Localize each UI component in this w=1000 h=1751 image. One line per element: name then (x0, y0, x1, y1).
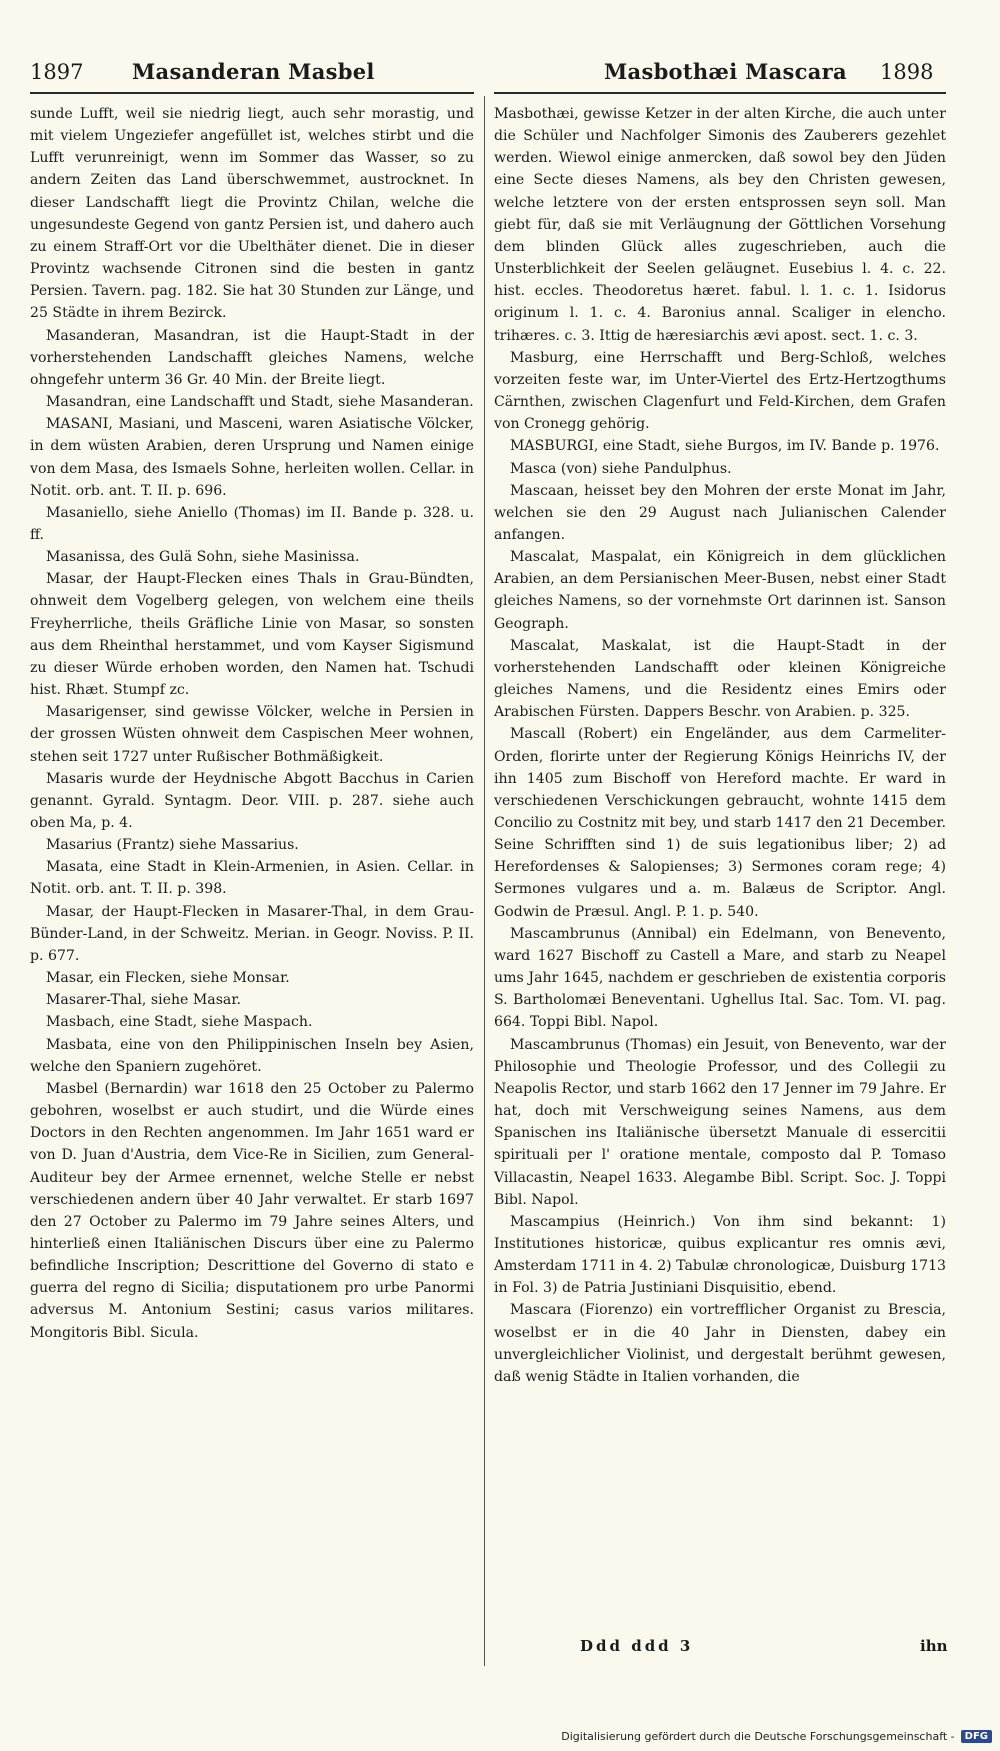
right-column-entry: Mascara (Fiorenzo) ein vortrefflicher Organist zu Brescia, woselbst er in die 40 Jahr in Diensten, dabey ein unvergleichlicher Violinist, und dergestalt berühmt gewesen, daß wenig Städte in Italien vorhanden, die (494, 1302, 946, 1385)
left-column-entry: Masar, der Haupt-Flecken in Masarer-Thal, in dem Grau-Bünder-Land, in der Schweitz. Merian. in Geogr. Noviss. P. II. p. 677. (30, 903, 474, 964)
left-column (30, 103, 474, 1344)
left-page-number: 1897 (30, 60, 84, 84)
right-column-entry: Mascalat, Maspalat, ein Königreich in dem glücklichen Arabien, an dem Persianischen Meer-Busen, nebst einer Stadt gleiches Namens, so der vornehmste Ort darinnen ist. Sanson Geograph. (494, 549, 946, 632)
digitization-footer (561, 1730, 992, 1743)
left-headwords-text: Masanderan Masbel (132, 59, 375, 84)
left-column-entry: Masar, ein Flecken, siehe Monsar. (46, 970, 290, 987)
left-column-entry: Masarigenser, sind gewisse Völcker, welche in Persien in der grossen Wüsten ohnweit dem Caspischen Meer wohnen, stehen seit 1727 unter Rußischer Bothmäßigkeit. (30, 704, 474, 765)
right-column (494, 103, 946, 1388)
left-column-entry: sunde Lufft, weil sie niedrig liegt, auch sehr morastig, und mit vielem Ungeziefer angefüllet ist, welches stirbt und die Lufft verunreinigt, wenn im Sommer das Wasser, so zu andern Zeiten das Land überschwemmet, austrocknet. In dieser Landschafft liegt die Provintz Chilan, welche die ungesundeste Gegend von gantz Persien ist, und dahero auch zu einem Straff-Ort vor die Ubelthäter dienet. Die in dieser Provintz wachsende Citronen sind die besten in gantz Persien. Tavern. pag. 182. Sie hat 30 Stunden zur Länge, und 25 Städte in ihrem Bezirck. (30, 106, 474, 322)
left-column-entry: MASANI, Masiani, und Masceni, waren Asiatische Völcker, in dem wüsten Arabien, deren Ursprung und Namen einige von dem Masa, des Ismaels Sohne, herleiten wollen. Cellar. in Notit. orb. ant. T. II. p. 696. (30, 416, 474, 499)
header-rule-right (494, 92, 946, 94)
left-headwords (132, 60, 375, 84)
footer-credit: Digitalisierung gefördert durch die Deutsche Forschungsgemeinschaft - (561, 1730, 955, 1743)
left-column-entry: Masar, der Haupt-Flecken eines Thals in Grau-Bündten, ohnweit dem Vogelberg gelegen, von welchem eine theils Freyherrliche, theils Gräfliche Linie von Masar, so sonsten aus dem Rheinthal herstammet, und vom Kayser Sigismund zu dieser Würde erhoben worden, den Namen hat. Tschudi hist. Rhæt. Stumpf zc. (30, 571, 474, 699)
left-column-entry: Masbach, eine Stadt, siehe Maspach. (46, 1014, 313, 1031)
left-column-entry: Masbata, eine von den Philippinischen Inseln bey Asien, welche den Spaniern zugehöret. (30, 1036, 474, 1075)
signature-mark: Ddd ddd 3 (580, 1637, 694, 1655)
right-column-entry: Mascall (Robert) ein Engeländer, aus dem Carmeliter-Orden, florirte unter der Regierung Königs Heinrichs IV, der ihn 1405 zum Bischoff von Hereford machte. Er ward in verschiedenen Verschickungen gebraucht, wohnte 1415 dem Concilio zu Costnitz mit bey, und starb 1417 den 21 December. Seine Schrifften sind 1) de suis legationibus liber; 2) ad Herefordenses & Salopienses; 3) Sermones coram rege; 4) Sermones vulgares und a. m. Balæus de Scriptor. Angl. Godwin de Præsul. Angl. P. 1. p. 540. (494, 726, 946, 920)
left-column-entry: Masarer-Thal, siehe Masar. (46, 992, 242, 1009)
right-headwords (604, 60, 847, 84)
right-column-entry: Mascambrunus (Thomas) ein Jesuit, von Benevento, war der Philosophie und Theologie Professor, und des Collegii zu Neapolis Rector, und starb 1662 den 17 Jenner im 79 Jahre. Er hat, doch mit Verschweigung seines Namens, aus dem Spanischen ins Italiänische übersetzt Manuale di essercitii spirituali per l' oratione mentale, composto dal P. Tomaso Villacastin, Neapel 1633. Alegambe Bibl. Script. Soc. J. Toppi Bibl. Napol. (494, 1036, 946, 1208)
right-column-entry: Mascaan, heisset bey den Mohren der erste Monat im Jahr, welchen sie den 29 August nach Julianischen Calender anfangen. (494, 482, 946, 543)
right-column-entry: MASBURGI, eine Stadt, siehe Burgos, im IV. Bande p. 1976. (510, 438, 940, 455)
right-page-number: 1898 (880, 60, 934, 84)
right-headwords-text: Masbothæi Mascara (604, 59, 847, 84)
left-column-entry: Masaris wurde der Heydnische Abgott Bacchus in Carien genannt. Gyrald. Syntagm. Deor. VIII. p. 287. siehe auch oben Ma, p. 4. (30, 770, 474, 831)
right-column-entry: Masburg, eine Herrschafft und Berg-Schloß, welches vorzeiten feste war, im Unter-Viertel des Ertz-Hertzogthums Cärnthen, zwischen Clagenfurt und Feld-Kirchen, dem Grafen von Cronegg gehörig. (494, 349, 946, 433)
right-column-entry: Masca (von) siehe Pandulphus. (510, 460, 732, 477)
right-column-entry: Mascambrunus (Annibal) ein Edelmann, von Benevento, ward 1627 Bischoff zu Castell a Mare, and starb zu Neapel ums Jahr 1645, nachdem er geschrieben de existentia corporis S. Bartholomæi Beneventani. Ughellus Ital. Sac. Tom. VI. pag. 664. Toppi Bibl. Napol. (494, 925, 946, 1031)
right-column-entry: Masbothæi, gewisse Ketzer in der alten Kirche, die auch unter die Schüler und Nachfolger Simonis des Zauberers gezehlet werden. Wiewol einige anmercken, daß sowol bey den Jüden eine Secte dieses Namens, als bey den Christen gewesen, welche letztere von der ersten entsprossen seyn soll. Man giebt für, daß sie mit Verläugnung der Göttlichen Vorsehung dem blinden Glück alles zugeschrieben, auch die Unsterblichkeit der Seelen geläugnet. Eusebius l. 4. c. 22. hist. eccles. Theodoretus hæret. fabul. l. 1. c. 1. Isidorus originum l. 1. c. 4. Baronius annal. Scaliger in elencho. trihæres. c. 3. Ittig de hæresiarchis ævi apost. sect. 1. c. 3. (494, 106, 946, 344)
left-column-entry: Masbel (Bernardin) war 1618 den 25 October zu Palermo gebohren, woselbst er auch studirt, und die Würde eines Doctors in den Rechten angenommen. Im Jahr 1651 ward er von D. Juan d'Austria, dem Vice-Re in Sicilien, zum General-Auditeur bey der Armee ernennet, welche Stelle er nebst verschiedenen andern über 40 Jahr verwaltet. Er starb 1697 den 27 October zu Palermo im 79 Jahre seines Alters, und hinterließ einen Italiänischen Discurs über eine zu Palermo befindliche Inscription; Descrittione del Governo di stato e guerra del regno di Sicilia; disputationem pro urbe Panormi adversus M. Antonium Sestini; casus varios militares. Mongitoris Bibl. Sicula. (30, 1080, 474, 1341)
column-separator (484, 96, 485, 1666)
header-rule-left (30, 92, 474, 94)
right-column-entry: Mascalat, Maskalat, ist die Haupt-Stadt in der vorherstehenden Landschafft oder kleinen Königreiche gleiches Namens, und die Residentz eines Emirs oder Arabischen Fürsten. Dappers Beschr. von Arabien. p. 325. (494, 637, 946, 721)
left-column-entry: Masaniello, siehe Aniello (Thomas) im II. Bande p. 328. u. ff. (30, 504, 474, 543)
right-column-entry: Mascampius (Heinrich.) Von ihm sind bekannt: 1) Institutiones historicæ, quibus explicantur res omnis ævi, Amsterdam 1711 in 4. 2) Tabulæ chronologicæ, Duisburg 1713 in Fol. 3) de Patria Justiniani Disquisitio, ebend. (494, 1213, 946, 1297)
dfg-logo: DFG (961, 1730, 992, 1743)
left-column-entry: Masanissa, des Gulä Sohn, siehe Masinissa. (46, 549, 360, 566)
left-column-entry: Masata, eine Stadt in Klein-Armenien, in Asien. Cellar. in Notit. orb. ant. T. II. p. 398. (30, 859, 474, 898)
left-column-entry: Masarius (Frantz) siehe Massarius. (46, 837, 299, 854)
left-column-entry: Masanderan, Masandran, ist die Haupt-Stadt in der vorherstehenden Landschafft gleiches Namens, welche ohngefehr unterm 36 Gr. 40 Min. der Breite liegt. (30, 327, 474, 388)
catchword: ihn (920, 1637, 948, 1655)
left-column-entry: Masandran, eine Landschafft und Stadt, siehe Masanderan. (46, 394, 474, 411)
